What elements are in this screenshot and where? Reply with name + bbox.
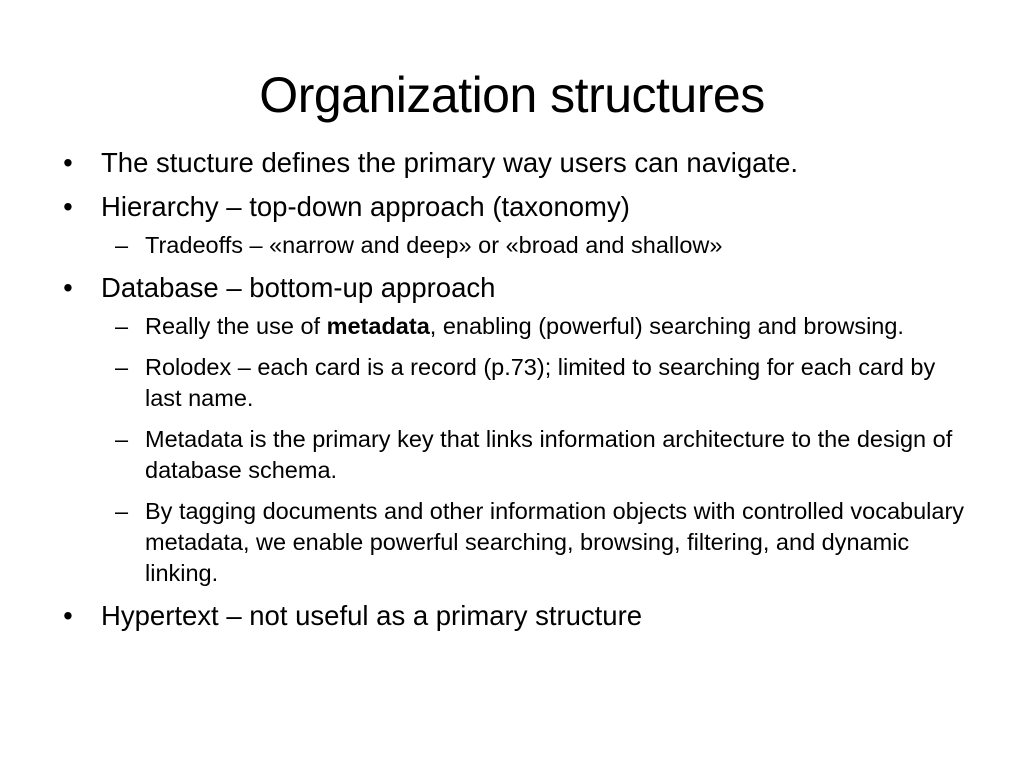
sub-bullet-text-bold: metadata (326, 313, 430, 339)
bullet-text: Hierarchy – top-down approach (taxonomy) (101, 191, 630, 222)
dash-icon: – (115, 426, 129, 452)
sub-bullet-primary-key (101, 424, 978, 486)
bullet-item-database (58, 271, 978, 305)
bullet-item-hierarchy (58, 190, 978, 224)
sub-bullet-text-post: , enabling (powerful) searching and browsing. (429, 313, 904, 339)
sub-bullet-text: Metadata is the primary key that links information architecture to the design of database schema. (145, 426, 953, 483)
sub-bullet-text: Rolodex – each card is a record (p.73); limited to searching for each card by last name. (145, 354, 936, 411)
sub-bullet-text-pre: Really the use of (145, 313, 327, 339)
sub-bullet-text: By tagging documents and other information objects with controlled vocabulary metadata, we enable powerful searching, browsing, filtering, and dynamic linking. (145, 498, 965, 586)
dash-icon: – (115, 232, 129, 258)
bullet-text: Database – bottom-up approach (101, 272, 496, 303)
sub-bullet-metadata-use (101, 311, 978, 342)
bullet-text: Hypertext – not useful as a primary structure (101, 600, 643, 631)
dash-icon: – (115, 313, 129, 339)
bullet-item-structure (58, 146, 978, 180)
sub-bullet-rolodex (101, 352, 978, 414)
sub-bullet-tradeoffs (101, 230, 978, 261)
sub-bullet-text: Tradeoffs – «narrow and deep» or «broad and shallow» (145, 232, 723, 258)
dash-icon: – (115, 354, 129, 380)
sub-bullet-tagging (101, 496, 978, 589)
bullet-text: The stucture defines the primary way users can navigate. (101, 147, 799, 178)
bullet-icon: • (63, 272, 73, 303)
bullet-icon: • (63, 191, 73, 222)
dash-icon: – (115, 498, 129, 524)
bullet-item-hypertext (58, 599, 978, 633)
slide-title: Organization structures (259, 67, 765, 123)
bullet-icon: • (63, 147, 73, 178)
bullet-icon: • (63, 600, 73, 631)
bullet-list (58, 146, 978, 643)
